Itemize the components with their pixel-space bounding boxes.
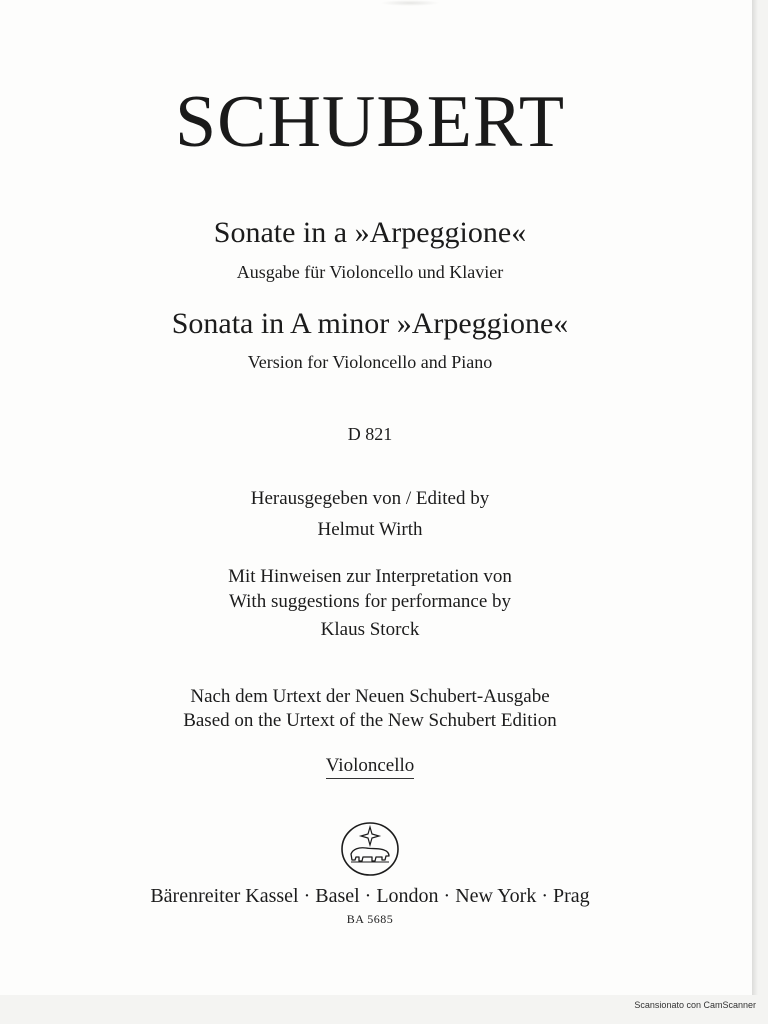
urtext-english: Based on the Urtext of the New Schubert Edition (183, 710, 557, 731)
performance-advisor-name: Klaus Storck (320, 619, 420, 640)
editor-name: Helmut Wirth (317, 519, 423, 540)
instrument-part (0, 755, 740, 777)
scan-smudge (380, 0, 440, 6)
urtext-german: Nach dem Urtext der Neuen Schubert-Ausgabe (190, 686, 550, 707)
title-german: Sonate in a »Arpeggione« (213, 216, 527, 249)
suggestions-german: Mit Hinweisen zur Interpretation von (228, 566, 512, 587)
subtitle-english: Version for Violoncello and Piano (247, 352, 493, 372)
baerenreiter-bear-logo-icon (339, 820, 401, 878)
instrument-part-label: Violoncello (326, 755, 415, 779)
title-english: Sonata in A minor »Arpeggione« (171, 307, 569, 340)
catalog-number: D 821 (347, 424, 393, 444)
publisher-line: Bärenreiter Kassel · Basel · London · New York · Prag (150, 885, 590, 907)
scanner-watermark: Scansionato con CamScanner (634, 1000, 756, 1010)
page-edge-shadow (752, 0, 758, 995)
suggestions-english: With suggestions for performance by (228, 591, 512, 612)
order-number: BA 5685 (346, 912, 394, 926)
edited-by-label: Herausgegeben von / Edited by (250, 488, 490, 509)
composer-name: SCHUBERT (174, 81, 566, 163)
subtitle-german: Ausgabe für Violoncello und Klavier (236, 262, 504, 282)
